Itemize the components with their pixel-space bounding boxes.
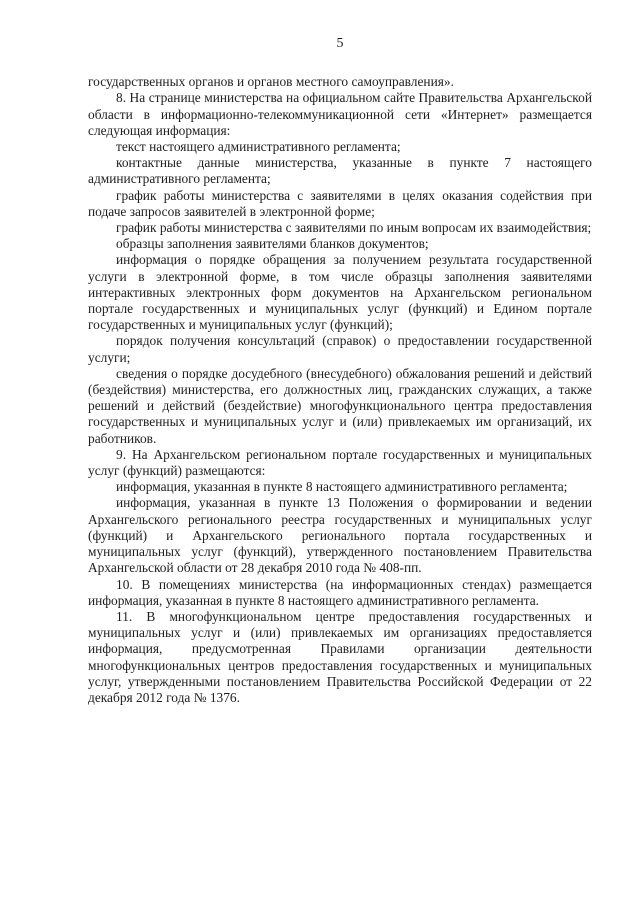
list-item-info-item-8: информация, указанная в пункте 8 настоящего административного регламента; xyxy=(116,479,568,495)
list-item-consultation-procedure: порядок получения консультаций (справок) о предоставлении государственной услуги; xyxy=(88,333,592,365)
list-item-schedule-electronic: график работы министерства с заявителями в целях оказания содействия при подаче запросов заявителей в электронной форме; xyxy=(88,187,592,219)
paragraph-item-11: 11. В многофункциональном центре предоставления государственных и муниципальных услуг и (или) привлекаемых им организациях предоставляется информация, предусмотренная Правилами организации деятельности многофункциональных центров предоставления государственных и муниципальных услуг, утвержденными постановлением Правительства Российской Федерации от 22 декабря 2012 года № 1376. xyxy=(88,608,592,705)
list-item-appeal-procedure: сведения о порядке досудебного (внесудебного) обжалования решений и действий (бездействия) министерства, его должностных лиц, гражданских служащих, а также решений и действий (бездействие) многофункционального центра предоставления государственных и муниципальных услуг и (или) привлекаемых им организаций, их работников. xyxy=(88,365,592,446)
paragraph-item-10: 10. В помещениях министерства (на информационных стендах) размещается информация, указанная в пункте 8 настоящего административного регламента. xyxy=(88,576,592,608)
paragraph-item-9: 9. На Архангельском региональном портале государственных и муниципальных услуг (функций) размещаются: xyxy=(88,446,592,479)
document-page xyxy=(88,36,592,706)
list-item-form-samples: образцы заполнения заявителями бланков документов; xyxy=(116,236,429,252)
list-item-schedule-other: график работы министерства с заявителями по иным вопросам их взаимодействия; xyxy=(116,220,592,236)
list-item-contact-data: контактные данные министерства, указанные в пункте 7 настоящего административного регламента; xyxy=(88,155,592,187)
list-item-regulation-text: текст настоящего административного регламента; xyxy=(116,139,401,155)
paragraph-item-8: 8. На странице министерства на официальном сайте Правительства Архангельской области в информационно-телекоммуникационной сети «Интернет» размещается следующая информация: xyxy=(88,90,592,138)
paragraph-continuation: государственных органов и органов местного самоуправления». xyxy=(88,74,454,90)
list-item-electronic-request-info: информация о порядке обращения за получением результата государственной услуги в электронной форме, в том числе образцы заполнения заявителями интерактивных электронных форм документов на Архангельском региональном портале государственных и муниципальных услуг (функций) и Едином портале государственных и муниципальных услуг (функций); xyxy=(88,252,592,333)
list-item-info-item-13: информация, указанная в пункте 13 Положения о формировании и ведении Архангельского регионального реестра государственных и муниципальных услуг (функций) и Архангельского регионального портала государственных и муниципальных услуг (функций), утвержденного постановлением Правительства Архангельской области от 28 декабря 2010 года № 408-пп. xyxy=(88,495,592,576)
page-number: 5 xyxy=(336,36,344,51)
